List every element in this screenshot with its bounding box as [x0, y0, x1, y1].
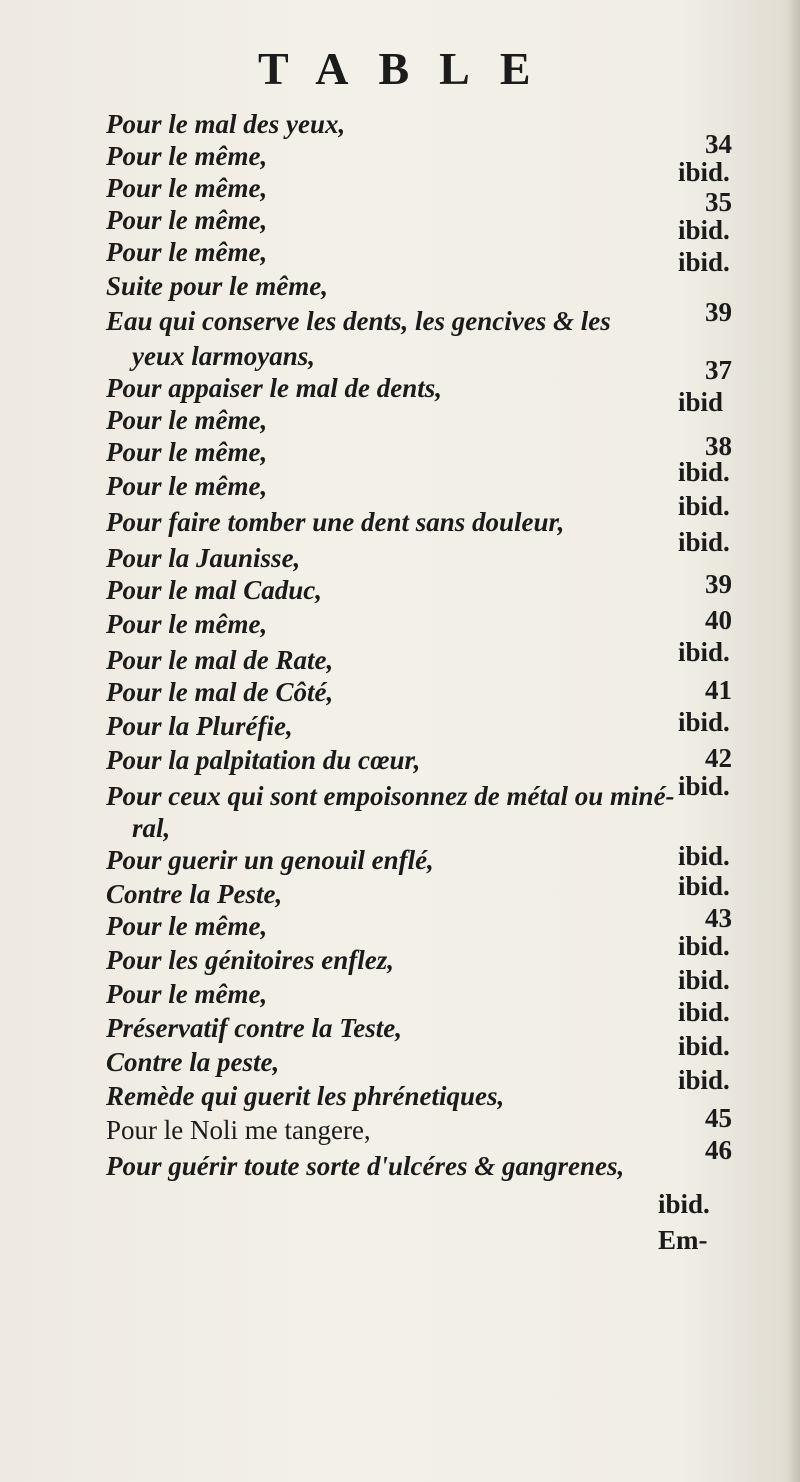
- entry-page-ref: ibid.: [678, 871, 730, 901]
- entry-page-ref: ibid.: [678, 527, 730, 557]
- entry-title: Pour le même,: [106, 471, 268, 501]
- entry-title: Pour le même,: [106, 437, 268, 467]
- entry-page-ref: ibid.: [678, 965, 730, 995]
- entry-page-ref: ibid.: [658, 1189, 710, 1219]
- entry-page-ref: ibid.: [678, 707, 730, 737]
- entry-title: Pour la Pluréfie,: [106, 711, 293, 741]
- entry-page-ref: ibid: [678, 387, 724, 417]
- entry-page-ref: ibid.: [678, 491, 730, 521]
- entry-title: Pour le mal des yeux,: [106, 109, 346, 139]
- entry-page-ref: ibid.: [678, 771, 730, 801]
- entry-page-ref: ibid.: [678, 1031, 730, 1061]
- entry-title: Pour le même,: [106, 173, 268, 203]
- entry-title: Pour le même,: [106, 609, 268, 639]
- entry-title: yeux larmoyans,: [132, 341, 316, 371]
- entry-page-ref: 37: [705, 355, 732, 385]
- entry-title: Pour le même,: [106, 237, 268, 267]
- entry-page-ref: 41: [705, 675, 732, 705]
- entry-page-ref: 45: [705, 1103, 732, 1133]
- entry-title: Contre la Peste,: [106, 879, 283, 909]
- entry-page-ref: ibid.: [678, 997, 730, 1027]
- entry-title: Pour ceux qui sont empoisonnez de métal ou miné-: [106, 781, 675, 811]
- entry-title: Pour la Jaunisse,: [106, 543, 301, 573]
- entry-title: Eau qui conserve les dents, les gencives & les: [106, 306, 611, 336]
- entry-title: Pour le même,: [106, 979, 268, 1009]
- entry-title: Pour le même,: [106, 911, 268, 941]
- entry-title: Pour le mal Caduc,: [106, 575, 323, 605]
- entry-title: Suite pour le même,: [106, 271, 328, 301]
- entry-page-ref: 39: [705, 569, 732, 599]
- entry-page-ref: ibid.: [678, 841, 730, 871]
- entry-title: Pour le même,: [106, 205, 268, 235]
- entry-title: Remède qui guerit les phrénetiques,: [106, 1081, 505, 1111]
- entry-page-ref: ibid.: [678, 1065, 730, 1095]
- entry-page-ref: 35: [705, 187, 732, 217]
- entry-title: Pour le même,: [106, 405, 268, 435]
- page-edge-shadow: [786, 0, 800, 1482]
- entry-page-ref: 40: [705, 605, 732, 635]
- entry-title: Pour le Noli me tangere,: [106, 1115, 371, 1145]
- entry-page-ref: ibid.: [678, 637, 730, 667]
- entry-page-ref: ibid.: [678, 457, 730, 487]
- entry-title: Contre la peste,: [106, 1047, 280, 1077]
- entry-page-ref: Em-: [658, 1225, 708, 1255]
- entry-title: Pour guerir un genouil enflé,: [106, 845, 434, 875]
- entry-page-ref: 39: [705, 297, 732, 327]
- entry-page-ref: ibid.: [678, 247, 730, 277]
- entry-title: Pour le mal de Rate,: [106, 645, 334, 675]
- entry-title: Préservatif contre la Teste,: [106, 1013, 402, 1043]
- entry-title: Pour le mal de Côté,: [106, 677, 334, 707]
- entry-page-ref: ibid.: [678, 931, 730, 961]
- entry-page-ref: 38: [705, 431, 732, 461]
- entry-title: Pour les génitoires enflez,: [106, 945, 394, 975]
- entry-title: Pour le même,: [106, 141, 268, 171]
- entry-page-ref: 43: [705, 903, 732, 933]
- entry-title: Pour appaiser le mal de dents,: [106, 373, 442, 403]
- entry-title: Pour la palpitation du cœur,: [106, 745, 421, 775]
- entry-page-ref: ibid.: [678, 215, 730, 245]
- entry-title: Pour faire tomber une dent sans douleur,: [106, 507, 565, 537]
- entry-title: Pour guérir toute sorte d'ulcéres & gangrenes,: [106, 1151, 625, 1181]
- entry-page-ref: 34: [705, 129, 732, 159]
- entry-title: ral,: [132, 813, 171, 843]
- entry-page-ref: 46: [705, 1135, 732, 1165]
- entry-page-ref: ibid.: [678, 157, 730, 187]
- entry-page-ref: 42: [705, 743, 732, 773]
- page-heading: TABLE: [258, 43, 561, 94]
